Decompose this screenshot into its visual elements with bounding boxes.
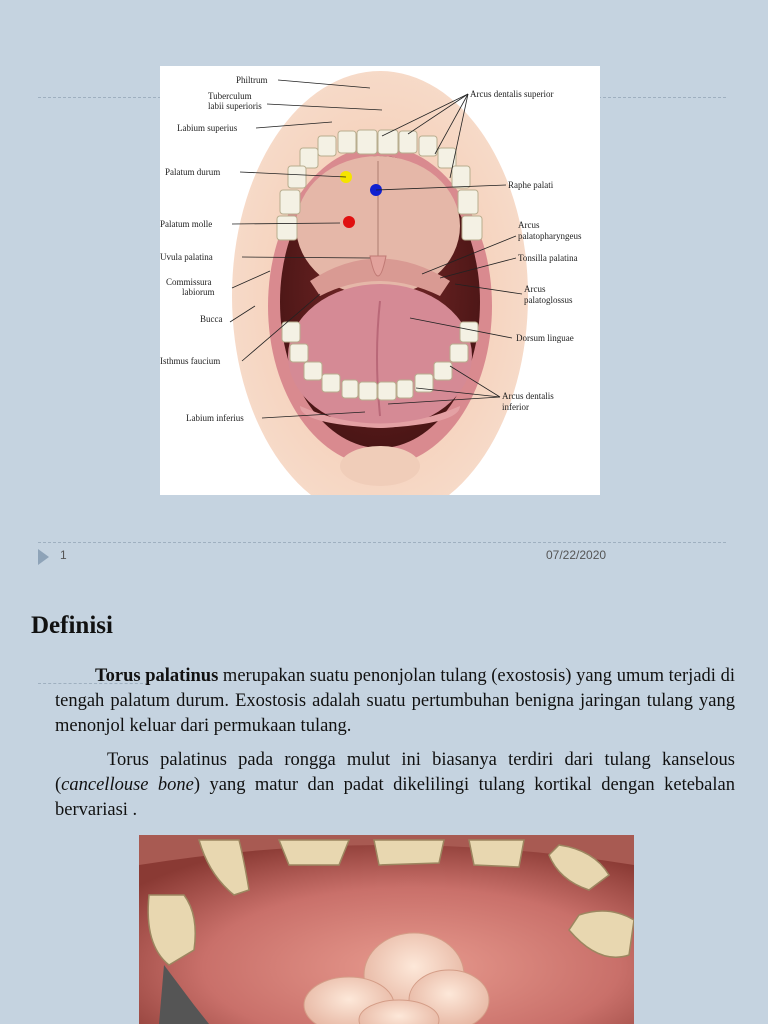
slide-date: 07/22/2020 (546, 548, 607, 562)
label-raphe-palati: Raphe palati (508, 180, 554, 190)
paragraph-composition-before: Torus palatinus pada rongga mulut ini biasanya terdiri dari tulang kanselous ( (55, 750, 735, 795)
label-bucca: Bucca (200, 314, 223, 324)
section-heading: Definisi (31, 612, 113, 639)
label-arcus-pg-2: palatoglossus (524, 295, 573, 305)
slide-number: 1 (60, 548, 67, 562)
label-philtrum: Philtrum (236, 75, 268, 85)
label-isthmus: Isthmus faucium (160, 356, 221, 366)
label-arcus-inf-1: Arcus dentalis (502, 391, 554, 401)
label-palatum-durum: Palatum durum (165, 167, 221, 177)
label-commissura-1: Commissura (166, 277, 212, 287)
label-uvula: Uvula palatina (160, 252, 213, 262)
slide-divider-bottom (38, 542, 726, 543)
label-tonsilla: Tonsilla palatina (518, 253, 578, 263)
term-cancellouse-bone: cancellouse bone (61, 775, 194, 795)
torus-palatinus-photo (139, 835, 634, 1024)
label-dorsum: Dorsum linguae (516, 333, 574, 343)
label-palatum-molle: Palatum molle (160, 219, 213, 229)
paragraph-definition (55, 664, 735, 739)
label-commissura-2: labiorum (182, 287, 215, 297)
label-tuberculum-1: Tuberculum (208, 91, 252, 101)
label-arcus-pp-1: Arcus (518, 220, 540, 230)
label-labium-inferius: Labium inferius (186, 413, 244, 423)
paragraph-composition (55, 748, 735, 823)
label-arcus-inf-2: inferior (502, 402, 529, 412)
label-arcus-pp-2: palatopharyngeus (518, 231, 582, 241)
term-torus-palatinus: Torus palatinus (95, 666, 219, 686)
label-arcus-dentalis-superior: Arcus dentalis superior (470, 89, 554, 99)
paragraph-composition-after: ) yang matur dan padat dikelilingi tulang kortikal dengan ketebalan bervariasi . (55, 775, 735, 820)
label-labium-superius: Labium superius (177, 123, 238, 133)
label-arcus-pg-1: Arcus (524, 284, 546, 294)
slide-arrow-icon (38, 549, 49, 565)
mouth-anatomy-diagram (160, 66, 600, 495)
label-tuberculum-2: labii superioris (208, 101, 262, 111)
marker-red (343, 216, 355, 228)
paragraph-definition-text: merupakan suatu penonjolan tulang (exostosis) yang umum terjadi di tengah palatum durum. Exostosis adalah suatu pertumbuhan benigna jaringan tulang yang menonjol keluar dari permukaan tulang. (55, 666, 735, 736)
